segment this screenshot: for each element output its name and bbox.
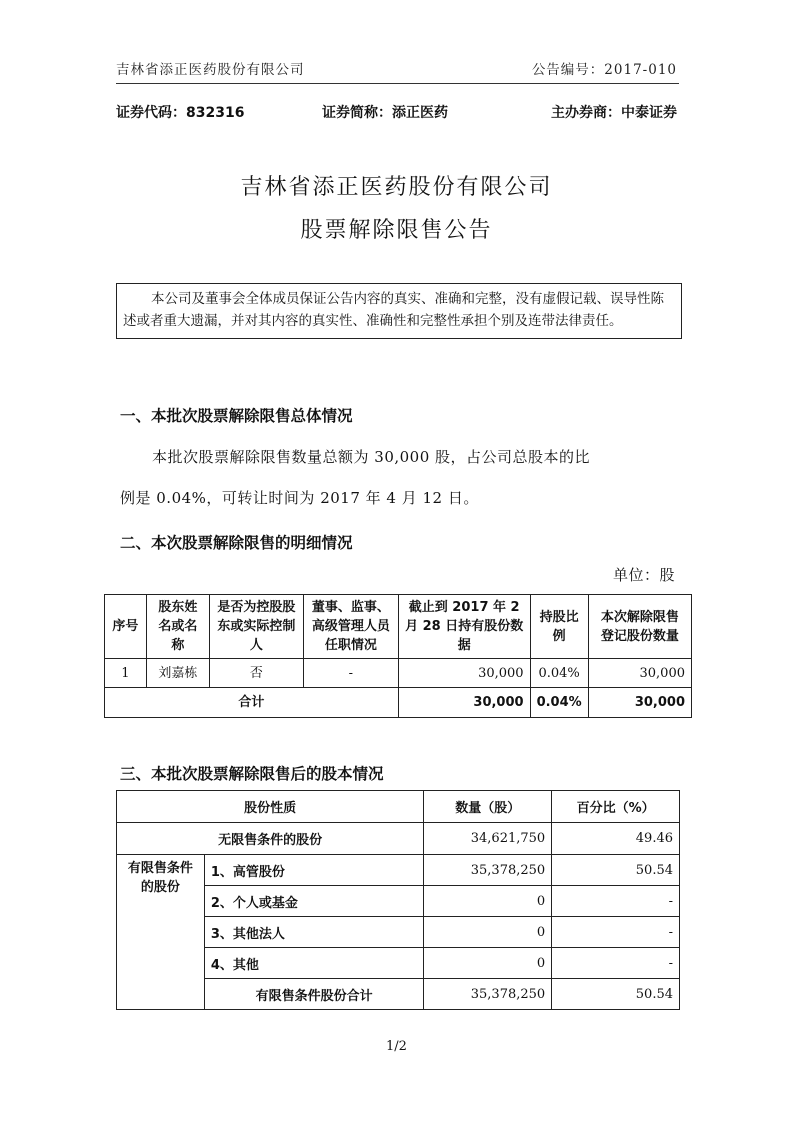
cell-restricted-type: 4、其他 — [204, 948, 423, 979]
section3-heading: 三、本批次股票解除限售后的股本情况 — [120, 765, 384, 783]
cell-restricted-pct: - — [552, 948, 680, 979]
securities-short-name: 证券简称：添正医药 — [322, 105, 448, 121]
share-capital-table — [116, 790, 680, 1010]
cell-restricted-pct: 50.54 — [552, 855, 680, 886]
table-header-row — [117, 791, 680, 823]
col-header-percent: 百分比（%） — [552, 791, 680, 823]
cell-restricted-pct: - — [552, 886, 680, 917]
cell-total-ratio: 0.04% — [530, 688, 588, 718]
header-company: 吉林省添正医药股份有限公司 — [116, 62, 305, 78]
cell-restricted-qty: 0 — [424, 886, 552, 917]
cell-restricted-qty: 35,378,250 — [424, 855, 552, 886]
col-header-quantity: 数量（股） — [424, 791, 552, 823]
table-row — [117, 823, 680, 855]
cell-holding: 30,000 — [398, 659, 530, 688]
table-header-row — [105, 595, 692, 659]
cell-controller: 否 — [210, 659, 304, 688]
table-total-row — [105, 688, 692, 718]
doc-title-company: 吉林省添正医药股份有限公司 — [240, 175, 553, 200]
cell-ratio: 0.04% — [530, 659, 588, 688]
col-header-controller: 是否为控股股东或实际控制人 — [210, 595, 304, 659]
cell-restricted-total-label: 有限售条件股份合计 — [204, 979, 423, 1010]
col-header-holding: 截止到 2017 年 2 月 28 日持有股份数据 — [398, 595, 530, 659]
cell-restricted-total-pct: 50.54 — [552, 979, 680, 1010]
cell-restricted-type: 3、其他法人 — [204, 917, 423, 948]
cell-restricted-total-qty: 35,378,250 — [424, 979, 552, 1010]
cell-position: - — [303, 659, 398, 688]
cell-unrestricted-qty: 34,621,750 — [424, 823, 552, 855]
cell-restricted-group-label: 有限售条件的股份 — [117, 855, 205, 1010]
col-header-position: 董事、监事、高级管理人员任职情况 — [303, 595, 398, 659]
sponsor-broker: 主办券商：中泰证券 — [551, 105, 677, 121]
cell-restricted-type: 2、个人或基金 — [204, 886, 423, 917]
cell-unrestricted-pct: 49.46 — [552, 823, 680, 855]
notice-text: 本公司及董事会全体成员保证公告内容的真实、准确和完整，没有虚假记载、误导性陈述或者重大遗漏，并对其内容的真实性、准确性和完整性承担个别及连带法律责任。 — [123, 291, 664, 329]
unit-label: 单位：股 — [612, 566, 675, 584]
section1-paragraph-line1: 本批次股票解除限售数量总额为 30,000 股，占公司总股本的比 — [152, 448, 591, 466]
cell-restricted-qty: 0 — [424, 917, 552, 948]
cell-total-label: 合计 — [105, 688, 399, 718]
col-header-ratio: 持股比例 — [530, 595, 588, 659]
cell-no: 1 — [105, 659, 147, 688]
cell-shareholder: 刘嘉栋 — [146, 659, 209, 688]
col-header-no: 序号 — [105, 595, 147, 659]
cell-unrestricted-label: 无限售条件的股份 — [117, 823, 424, 855]
header-announcement-no: 公告编号：2017-010 — [531, 62, 677, 78]
cell-restricted-type: 1、高管股份 — [204, 855, 423, 886]
securities-code: 证券代码：832316 — [116, 105, 245, 121]
col-header-share-type: 股份性质 — [117, 791, 424, 823]
cell-total-release-qty: 30,000 — [588, 688, 691, 718]
col-header-shareholder: 股东姓名或名称 — [146, 595, 209, 659]
release-detail-table — [104, 594, 692, 718]
doc-title-subject: 股票解除限售公告 — [300, 218, 493, 243]
col-header-release-qty: 本次解除限售登记股份数量 — [588, 595, 691, 659]
cell-release-qty: 30,000 — [588, 659, 691, 688]
table-row — [105, 659, 692, 688]
section1-paragraph-line2: 例是 0.04%，可转让时间为 2017 年 4 月 12 日。 — [120, 489, 479, 507]
page-number: 1/2 — [386, 1039, 407, 1054]
section1-heading: 一、本批次股票解除限售总体情况 — [120, 407, 353, 425]
cell-total-holding: 30,000 — [398, 688, 530, 718]
table-row — [117, 855, 680, 886]
cell-restricted-pct: - — [552, 917, 680, 948]
responsibility-notice — [116, 283, 682, 339]
section2-heading: 二、本次股票解除限售的明细情况 — [120, 534, 353, 552]
cell-restricted-qty: 0 — [424, 948, 552, 979]
header-divider — [116, 83, 679, 84]
